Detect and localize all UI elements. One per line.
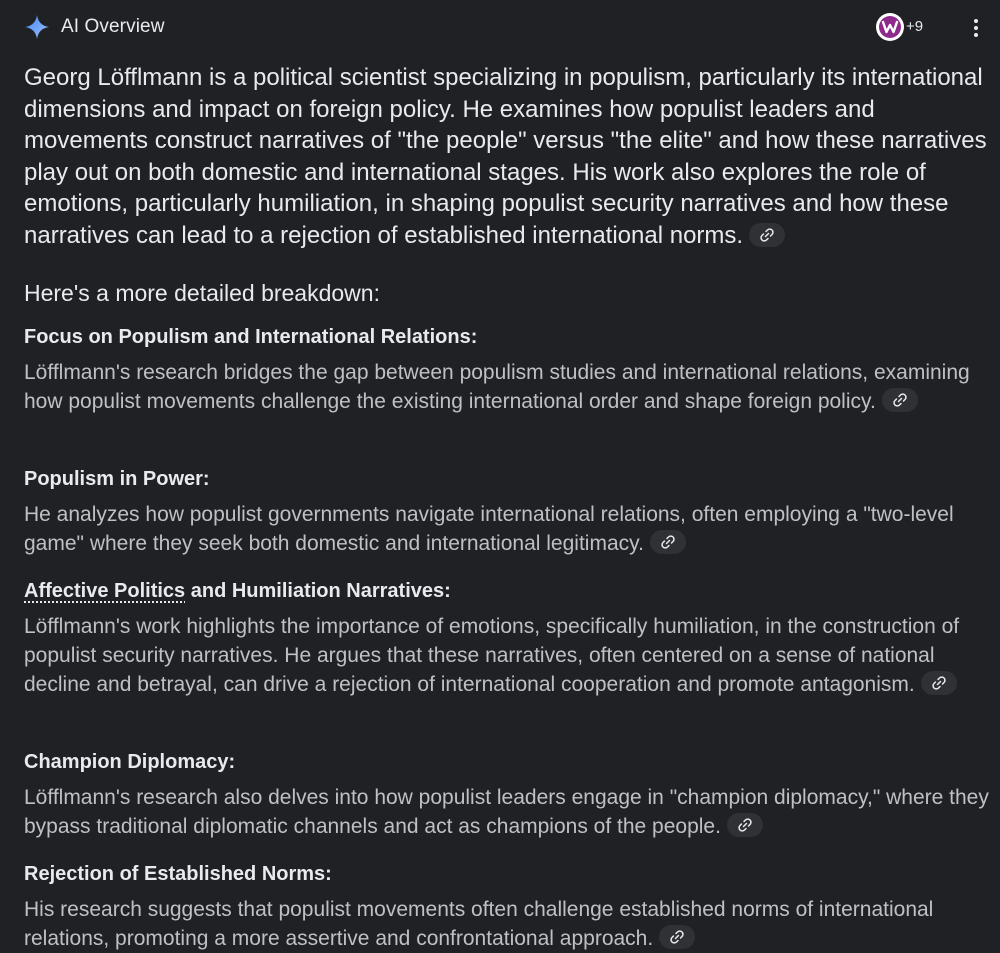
section-heading	[24, 580, 451, 603]
link-icon[interactable]	[650, 530, 686, 554]
section-heading: Champion Diplomacy:	[24, 751, 236, 773]
link-icon[interactable]	[921, 671, 957, 695]
header-title: AI Overview	[61, 16, 165, 37]
section-body-text: Löfflmann's research bridges the gap between populism studies and international relations, examining how populist movements challenge the existing international order and shape foreign policy.	[24, 361, 970, 413]
source-count[interactable]: +9	[906, 18, 924, 35]
source-avatar[interactable]	[876, 13, 904, 41]
section-body	[24, 783, 992, 841]
section-heading-text: and Humiliation Narratives:	[185, 580, 451, 602]
section-body-text: His research suggests that populist movements often challenge established norms of international relations, promoting a more assertive and confrontational approach.	[24, 898, 934, 950]
section-body	[24, 895, 992, 953]
breakdown-title: Here's a more detailed breakdown:	[24, 280, 380, 306]
section-body	[24, 500, 992, 558]
intro-text: Georg Löfflmann is a political scientist specializing in populism, particularly its international dimensions and impact on foreign policy. He examines how populist leaders and movements construct narratives of "the people" versus "the elite" and how these narratives play out on both domestic and international stages. His work also explores the role of emotions, particularly humiliation, in shaping populist security narratives and how these narratives can lead to a rejection of established international norms.	[24, 64, 987, 249]
section-heading: Focus on Populism and International Relations:	[24, 326, 478, 348]
section-body-text: He analyzes how populist governments navigate international relations, often employing a "two-level game" where they seek both domestic and international legitimacy.	[24, 503, 954, 555]
link-icon[interactable]	[882, 388, 918, 412]
link-icon[interactable]	[727, 813, 763, 837]
ai-overview-header	[0, 0, 1000, 56]
source-logo-icon	[879, 16, 901, 38]
section-body-text: Löfflmann's research also delves into how populist leaders engage in "champion diplomacy," where they bypass traditional diplomatic channels and act as champions of the people.	[24, 786, 989, 838]
sparkle-icon	[24, 14, 50, 40]
section-heading: Rejection of Established Norms:	[24, 863, 332, 885]
link-icon[interactable]	[749, 223, 785, 247]
affective-politics-link[interactable]: Affective Politics	[24, 580, 186, 602]
section-body	[24, 612, 992, 699]
section-body-text: Löfflmann's work highlights the importance of emotions, specifically humiliation, in the construction of populist security narratives. He argues that these narratives, often centered on a sense of national decline and betrayal, can drive a rejection of international cooperation and promote antagonism.	[24, 615, 960, 696]
section-heading: Populism in Power:	[24, 468, 210, 490]
intro-paragraph	[24, 62, 992, 252]
section-body	[24, 358, 992, 416]
more-vert-icon[interactable]	[966, 16, 986, 40]
link-icon[interactable]	[659, 925, 695, 949]
